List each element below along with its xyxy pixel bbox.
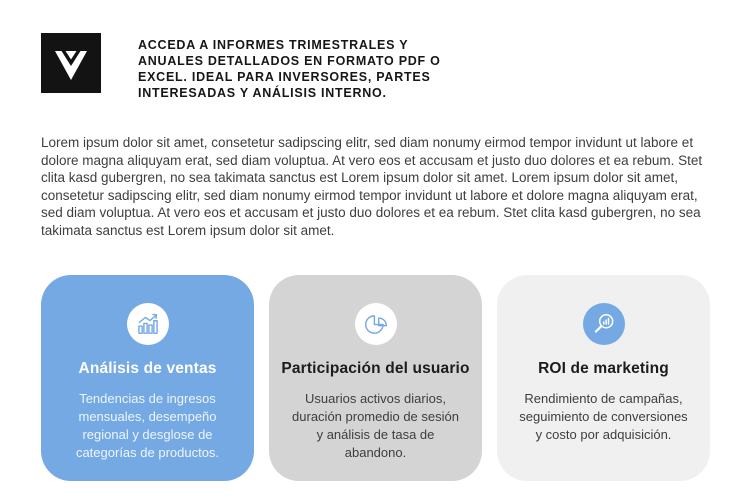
card-title: Análisis de ventas (78, 360, 217, 377)
card-marketing-roi (497, 275, 710, 481)
section-heading: ACCEDA A INFORMES TRIMESTRALES Y ANUALES DETALLADOS EN FORMATO PDF O EXCEL. IDEAL PARA INVERSORES, PARTES INTERESADAS Y ANÁLISIS INTERNO. (138, 38, 441, 100)
card-title: Participación del usuario (281, 360, 470, 377)
magnifier-chart-icon (583, 303, 625, 345)
card-user-engagement (269, 275, 482, 481)
intro-paragraph: Lorem ipsum dolor sit amet, consetetur sadipscing elitr, sed diam nonumy eirmod tempor invidunt ut labore et dolore magna aliquyam erat, sed diam voluptua. At vero eos et accusam et justo duo dolores et ea rebum. Stet clita kasd gubergren, no sea takimata sanctus est Lorem ipsum dolor sit amet. Lorem ipsum dolor sit amet, consetetur sadipscing elitr, sed diam nonumy eirmod tempor invidunt ut labore et dolore magna aliquyam erat, sed diam voluptua. At vero eos et accusam et justo duo dolores et ea rebum. Stet clita kasd gubergren, no sea takimata sanctus est Lorem ipsum dolor sit amet. (41, 135, 703, 238)
bar-chart-icon (127, 303, 169, 345)
card-body: Tendencias de ingresos mensuales, desempeño regional y desglose de categorías de productos. (75, 391, 220, 460)
header-section (0, 0, 750, 101)
card-title: ROI de marketing (538, 360, 669, 377)
card-sales-analysis (41, 275, 254, 481)
brand-logo (41, 33, 101, 93)
card-body: Rendimiento de campañas, seguimiento de conversiones y costo por adquisición. (519, 391, 688, 442)
logo-mark-icon (41, 33, 101, 93)
card-body: Usuarios activos diarios, duración promedio de sesión y análisis de tasa de abandono. (292, 391, 459, 460)
feature-cards (41, 275, 710, 481)
pie-chart-icon (355, 303, 397, 345)
